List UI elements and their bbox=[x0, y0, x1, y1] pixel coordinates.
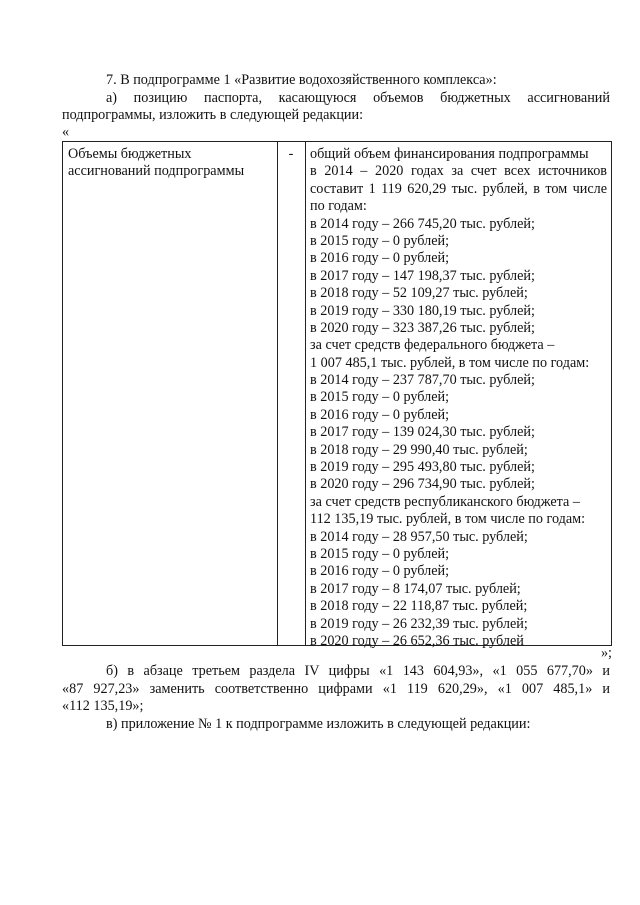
paragraph-v: в) приложение № 1 к подпрограмме изложить в следующей редакции: bbox=[106, 716, 531, 732]
table-divider bbox=[305, 142, 306, 645]
funding-line: в 2014 году – 266 745,20 тыс. рублей; bbox=[310, 215, 535, 232]
funding-line: 112 135,19 тыс. рублей, в том числе по годам: bbox=[310, 511, 586, 528]
funding-line: в 2017 году – 139 024,30 тыс. рублей; bbox=[310, 424, 535, 441]
funding-line: за счет средств республиканского бюджета – bbox=[310, 493, 580, 510]
paragraph-a-line-2: подпрограммы, изложить в следующей редакции: bbox=[62, 107, 364, 123]
table-divider bbox=[277, 142, 278, 645]
funding-line: в 2014 году – 28 957,50 тыс. рублей; bbox=[310, 528, 528, 545]
funding-line: 1 007 485,1 тыс. рублей, в том числе по годам: bbox=[310, 354, 590, 371]
funding-line: в 2019 году – 330 180,19 тыс. рублей; bbox=[310, 302, 535, 319]
funding-line: в 2020 году – 26 652,36 тыс. рублей bbox=[310, 632, 524, 649]
section-heading: 7. В подпрограмме 1 «Развитие водохозяйственного комплекса»: bbox=[106, 72, 497, 88]
paragraph-b-line-2: «87 927,23» заменить соответственно цифрами «1 119 620,29», «1 007 485,1» и bbox=[62, 681, 610, 697]
funding-line: общий объем финансирования подпрограммы bbox=[310, 146, 589, 162]
funding-line: в 2017 году – 8 174,07 тыс. рублей; bbox=[310, 580, 521, 597]
budget-table bbox=[62, 141, 612, 649]
funding-line: в 2018 году – 22 118,87 тыс. рублей; bbox=[310, 598, 528, 615]
funding-line: в 2014 – 2020 годах за счет всех источников bbox=[310, 163, 607, 180]
table-cell-label: Объемы бюджетных ассигнований подпрограммы bbox=[68, 146, 245, 180]
funding-line: в 2016 году – 0 рублей; bbox=[310, 406, 450, 423]
funding-line: в 2016 году – 0 рублей; bbox=[310, 563, 450, 580]
funding-line: в 2019 году – 295 493,80 тыс. рублей; bbox=[310, 459, 535, 476]
paragraph-a-line-1: а) позицию паспорта, касающуюся объемов бюджетных ассигнований bbox=[106, 90, 610, 106]
funding-line: в 2018 году – 52 109,27 тыс. рублей; bbox=[310, 285, 528, 302]
table-cell-dash: - bbox=[288, 146, 294, 162]
funding-line: в 2015 году – 0 рублей; bbox=[310, 232, 450, 249]
funding-line: составит 1 119 620,29 тыс. рублей, в том числе bbox=[310, 180, 607, 197]
funding-line: в 2015 году – 0 рублей; bbox=[310, 545, 450, 562]
funding-line: в 2020 году – 323 387,26 тыс. рублей; bbox=[310, 319, 535, 336]
funding-line: в 2020 году – 296 734,90 тыс. рублей; bbox=[310, 476, 535, 493]
funding-line: в 2018 году – 29 990,40 тыс. рублей; bbox=[310, 441, 528, 458]
closing-quote: »; bbox=[600, 645, 612, 661]
paragraph-b-line-1: б) в абзаце третьем раздела IV цифры «1 143 604,93», «1 055 677,70» и bbox=[106, 663, 610, 679]
funding-line: в 2015 году – 0 рублей; bbox=[310, 389, 450, 406]
paragraph-b-line-3: «112 135,19»; bbox=[62, 698, 144, 714]
funding-line: в 2019 году – 26 232,39 тыс. рублей; bbox=[310, 615, 528, 632]
funding-line: в 2017 году – 147 198,37 тыс. рублей; bbox=[310, 267, 535, 284]
funding-line: в 2014 году – 237 787,70 тыс. рублей; bbox=[310, 372, 535, 389]
opening-quote: « bbox=[62, 124, 70, 140]
funding-line: в 2016 году – 0 рублей; bbox=[310, 250, 450, 267]
funding-line: по годам: bbox=[310, 198, 367, 215]
funding-line: за счет средств федерального бюджета – bbox=[310, 337, 555, 354]
table-cell-funding bbox=[310, 146, 607, 650]
